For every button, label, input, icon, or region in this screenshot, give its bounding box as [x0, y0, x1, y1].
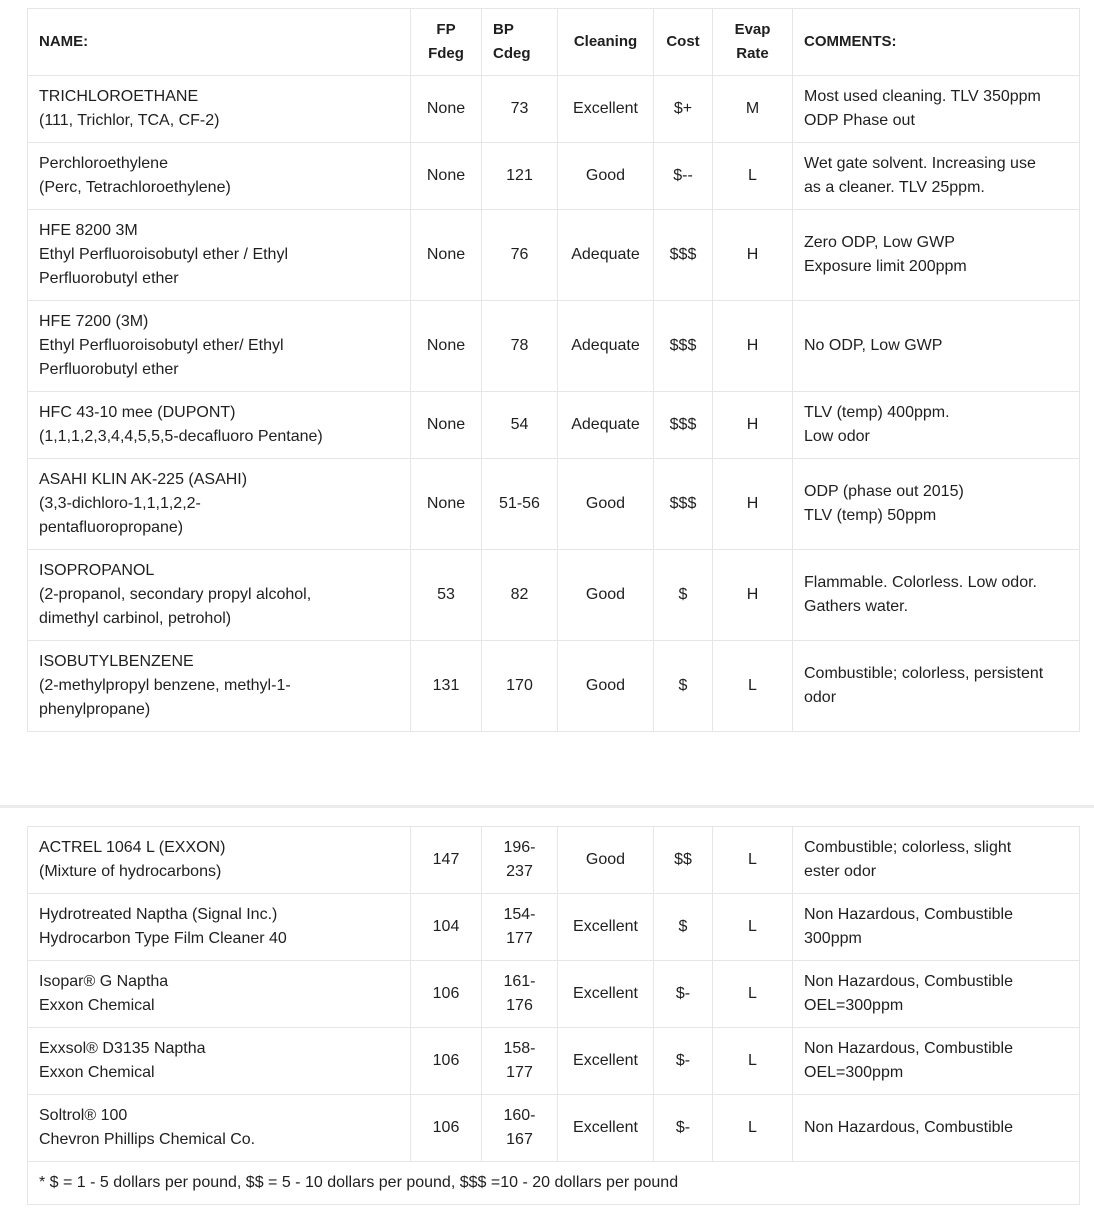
cell-name [28, 961, 411, 1028]
footnote-row [28, 1162, 1080, 1205]
cell-bp-line: 161-176 [503, 973, 536, 1014]
header-fp-line1: FP [436, 21, 456, 38]
cell-cost: $$ [654, 827, 713, 894]
cell-bp-line: 170 [506, 677, 533, 694]
table-body-bottom [28, 827, 1080, 1162]
table-row [28, 301, 1080, 392]
cell-comments [793, 459, 1080, 550]
cell-name-line: Perchloroethylene [39, 155, 168, 172]
cell-comments-line: Wet gate solvent. Increasing use [804, 155, 1036, 172]
cell-comments-line: Flammable. Colorless. Low odor. [804, 574, 1037, 591]
cell-name-line: pentafluoropropane) [39, 519, 184, 536]
cell-cleaning: Excellent [558, 1095, 654, 1162]
header-bp [482, 9, 558, 76]
cell-bp-line: 121 [506, 167, 533, 184]
cell-name-line: (Mixture of hydrocarbons) [39, 863, 222, 880]
table-row [28, 143, 1080, 210]
cell-fp: None [411, 459, 482, 550]
cell-comments [793, 961, 1080, 1028]
header-fp-line2: Fdeg [428, 45, 464, 62]
cell-fp: None [411, 76, 482, 143]
cell-comments-line: Combustible; colorless, slight [804, 839, 1012, 856]
cell-name [28, 76, 411, 143]
cell-evap: M [713, 76, 793, 143]
table-row [28, 961, 1080, 1028]
cell-cleaning: Adequate [558, 392, 654, 459]
cell-cost: $- [654, 1028, 713, 1095]
cell-cleaning: Adequate [558, 301, 654, 392]
cell-fp: None [411, 210, 482, 301]
cell-name-line: Exxon Chemical [39, 1064, 155, 1081]
cell-bp [482, 961, 558, 1028]
cell-name-line: (3,3-dichloro-1,1,1,2,2- [39, 495, 201, 512]
cell-cost: $$$ [654, 210, 713, 301]
cell-name-line: Chevron Phillips Chemical Co. [39, 1131, 256, 1148]
cell-cost: $$$ [654, 459, 713, 550]
cell-fp: 53 [411, 550, 482, 641]
cell-bp [482, 1095, 558, 1162]
cell-bp-line: 158- [503, 1040, 536, 1057]
header-evap-line2: Rate [736, 45, 769, 62]
cell-evap: H [713, 392, 793, 459]
cell-comments-line: odor [804, 689, 837, 706]
cell-cleaning: Good [558, 550, 654, 641]
cell-evap: H [713, 550, 793, 641]
cell-name-line: Ethyl Perfluoroisobutyl ether/ Ethyl [39, 337, 284, 354]
cell-fp: None [411, 392, 482, 459]
cell-name [28, 641, 411, 732]
cell-comments [793, 1028, 1080, 1095]
cell-comments [793, 1095, 1080, 1162]
cell-comments-line: Non Hazardous, Combustible [804, 973, 1013, 990]
header-evap-line1: Evap [734, 21, 771, 38]
cell-evap: H [713, 459, 793, 550]
cell-bp-line: 51-56 [499, 495, 540, 512]
cell-name [28, 392, 411, 459]
cell-evap: H [713, 210, 793, 301]
table-header-row [28, 9, 1080, 76]
cell-bp-line: 177 [506, 930, 533, 947]
cell-fp: 147 [411, 827, 482, 894]
cell-comments [793, 641, 1080, 732]
cell-comments [793, 550, 1080, 641]
cell-name-line: Ethyl Perfluoroisobutyl ether / Ethyl [39, 246, 289, 263]
header-cost: Cost [654, 9, 713, 76]
cell-name-line: HFC 43-10 mee (DUPONT) [39, 404, 236, 421]
cell-comments [793, 392, 1080, 459]
cell-name-line: TRICHLOROETHANE [39, 88, 199, 105]
cell-name-line: ISOPROPANOL [39, 562, 155, 579]
cell-cost: $- [654, 961, 713, 1028]
header-bp-line2: Cdeg [493, 45, 531, 62]
cell-name-line: ISOBUTYLBENZENE [39, 653, 194, 670]
cell-evap: L [713, 641, 793, 732]
cell-bp-line: 177 [506, 1064, 533, 1081]
cell-cost: $+ [654, 76, 713, 143]
cell-bp-line: 82 [510, 586, 529, 603]
cell-evap: L [713, 1028, 793, 1095]
table-row [28, 392, 1080, 459]
cell-name-line: (1,1,1,2,3,4,4,5,5,5-decafluoro Pentane) [39, 428, 323, 445]
cell-comments-line: Non Hazardous, Combustible [804, 906, 1013, 923]
cell-cost: $-- [654, 143, 713, 210]
cell-cleaning: Excellent [558, 1028, 654, 1095]
cell-evap: L [713, 143, 793, 210]
table-row [28, 550, 1080, 641]
solvent-table-top [27, 8, 1080, 732]
section-divider [0, 805, 1094, 808]
cell-bp [482, 550, 558, 641]
table-row [28, 827, 1080, 894]
cell-name [28, 1028, 411, 1095]
cell-cleaning: Excellent [558, 894, 654, 961]
cell-cleaning: Good [558, 641, 654, 732]
cell-cost: $ [654, 641, 713, 732]
cell-fp: 106 [411, 961, 482, 1028]
cell-cleaning: Excellent [558, 76, 654, 143]
table-row [28, 641, 1080, 732]
cell-name-line: Hydrotreated Naptha (Signal Inc.) [39, 906, 278, 923]
cell-comments-line: ester odor [804, 863, 877, 880]
cell-comments-line: Exposure limit 200ppm [804, 258, 967, 275]
cell-bp-line: 160- [503, 1107, 536, 1124]
table-row [28, 459, 1080, 550]
cell-bp-line: 237 [506, 863, 533, 880]
table-row [28, 894, 1080, 961]
table-row [28, 1028, 1080, 1095]
table-row [28, 76, 1080, 143]
cell-cleaning: Adequate [558, 210, 654, 301]
cell-bp-line: 73 [510, 100, 529, 117]
cell-bp [482, 894, 558, 961]
cell-comments [793, 301, 1080, 392]
cell-comments [793, 76, 1080, 143]
cell-name [28, 827, 411, 894]
cell-bp-line: 167 [506, 1131, 533, 1148]
cell-comments-line: as a cleaner. TLV 25ppm. [804, 179, 985, 196]
cell-cleaning: Good [558, 827, 654, 894]
cell-comments-line: Non Hazardous, Combustible [804, 1040, 1013, 1057]
cell-comments-line: Gathers water. [804, 598, 909, 615]
header-bp-line1: BP [493, 21, 514, 38]
cell-comments-line: ODP (phase out 2015) [804, 483, 964, 500]
cell-name [28, 1095, 411, 1162]
cell-fp: 106 [411, 1028, 482, 1095]
cell-name-line: (2-methylpropyl benzene, methyl-1- [39, 677, 291, 694]
cell-fp: 106 [411, 1095, 482, 1162]
cell-bp [482, 143, 558, 210]
header-fp [411, 9, 482, 76]
cell-cost: $ [654, 894, 713, 961]
cell-bp [482, 1028, 558, 1095]
cell-name-line: Hydrocarbon Type Film Cleaner 40 [39, 930, 287, 947]
table-row [28, 1095, 1080, 1162]
cell-fp: 131 [411, 641, 482, 732]
cell-name-line: Isopar® G Naptha [39, 973, 169, 990]
cell-comments-line: Non Hazardous, Combustible [804, 1119, 1013, 1136]
cell-comments-line: Most used cleaning. TLV 350ppm [804, 88, 1041, 105]
cell-name-line: HFE 7200 (3M) [39, 313, 149, 330]
cell-cost: $- [654, 1095, 713, 1162]
cell-evap: L [713, 827, 793, 894]
cell-bp-line: 54 [510, 416, 529, 433]
table-row [28, 210, 1080, 301]
cell-comments-line: Zero ODP, Low GWP [804, 234, 955, 251]
cell-cost: $ [654, 550, 713, 641]
cell-name [28, 894, 411, 961]
footnote: * $ = 1 - 5 dollars per pound, $$ = 5 - 10 dollars per pound, $$$ =10 - 20 dollars per pound [28, 1162, 1080, 1205]
cell-name [28, 550, 411, 641]
cell-cost: $$$ [654, 301, 713, 392]
cell-name-line: Perfluorobutyl ether [39, 361, 179, 378]
cell-comments [793, 210, 1080, 301]
cell-comments-line: No ODP, Low GWP [804, 337, 943, 354]
cell-bp-line: 76 [510, 246, 529, 263]
cell-comments-line: 300ppm [804, 930, 862, 947]
cell-name [28, 143, 411, 210]
cell-fp: None [411, 143, 482, 210]
cell-name [28, 459, 411, 550]
cell-bp [482, 301, 558, 392]
cell-name-line: HFE 8200 3M [39, 222, 138, 239]
cell-name [28, 301, 411, 392]
cell-comments [793, 827, 1080, 894]
cell-fp: 104 [411, 894, 482, 961]
cell-comments-line: ODP Phase out [804, 112, 915, 129]
cell-fp: None [411, 301, 482, 392]
cell-name-line: ASAHI KLIN AK-225 (ASAHI) [39, 471, 248, 488]
cell-comments [793, 894, 1080, 961]
cell-comments-line: TLV (temp) 50ppm [804, 507, 937, 524]
cell-cleaning: Good [558, 459, 654, 550]
cell-bp [482, 76, 558, 143]
cell-cleaning: Excellent [558, 961, 654, 1028]
cell-bp [482, 827, 558, 894]
table-body-top [28, 76, 1080, 732]
header-name: NAME: [28, 9, 411, 76]
cell-bp-line: 78 [510, 337, 529, 354]
cell-comments-line: OEL=300ppm [804, 1064, 904, 1081]
cell-bp-line: 154- [503, 906, 536, 923]
header-comments: COMMENTS: [793, 9, 1080, 76]
cell-comments-line: Low odor [804, 428, 870, 445]
cell-bp [482, 392, 558, 459]
cell-bp [482, 459, 558, 550]
cell-name-line: phenylpropane) [39, 701, 151, 718]
cell-name-line: Soltrol® 100 [39, 1107, 128, 1124]
cell-name-line: (111, Trichlor, TCA, CF-2) [39, 112, 220, 129]
cell-name [28, 210, 411, 301]
cell-name-line: dimethyl carbinol, petrohol) [39, 610, 232, 627]
cell-cleaning: Good [558, 143, 654, 210]
cell-evap: L [713, 1095, 793, 1162]
cell-evap: L [713, 894, 793, 961]
cell-evap: L [713, 961, 793, 1028]
cell-name-line: Exxon Chemical [39, 997, 155, 1014]
cell-name-line: Perfluorobutyl ether [39, 270, 179, 287]
cell-evap: H [713, 301, 793, 392]
cell-bp-line: 196- [503, 839, 536, 856]
cell-name-line: (2-propanol, secondary propyl alcohol, [39, 586, 312, 603]
header-evap [713, 9, 793, 76]
cell-bp [482, 641, 558, 732]
header-cleaning: Cleaning [558, 9, 654, 76]
cell-cost: $$$ [654, 392, 713, 459]
cell-comments [793, 143, 1080, 210]
cell-comments-line: Combustible; colorless, persistent [804, 665, 1044, 682]
solvent-table-bottom [27, 826, 1080, 1205]
cell-name-line: Exxsol® D3135 Naptha [39, 1040, 206, 1057]
cell-name-line: (Perc, Tetrachloroethylene) [39, 179, 231, 196]
cell-name-line: ACTREL 1064 L (EXXON) [39, 839, 226, 856]
cell-comments-line: OEL=300ppm [804, 997, 904, 1014]
cell-bp [482, 210, 558, 301]
cell-comments-line: TLV (temp) 400ppm. [804, 404, 950, 421]
